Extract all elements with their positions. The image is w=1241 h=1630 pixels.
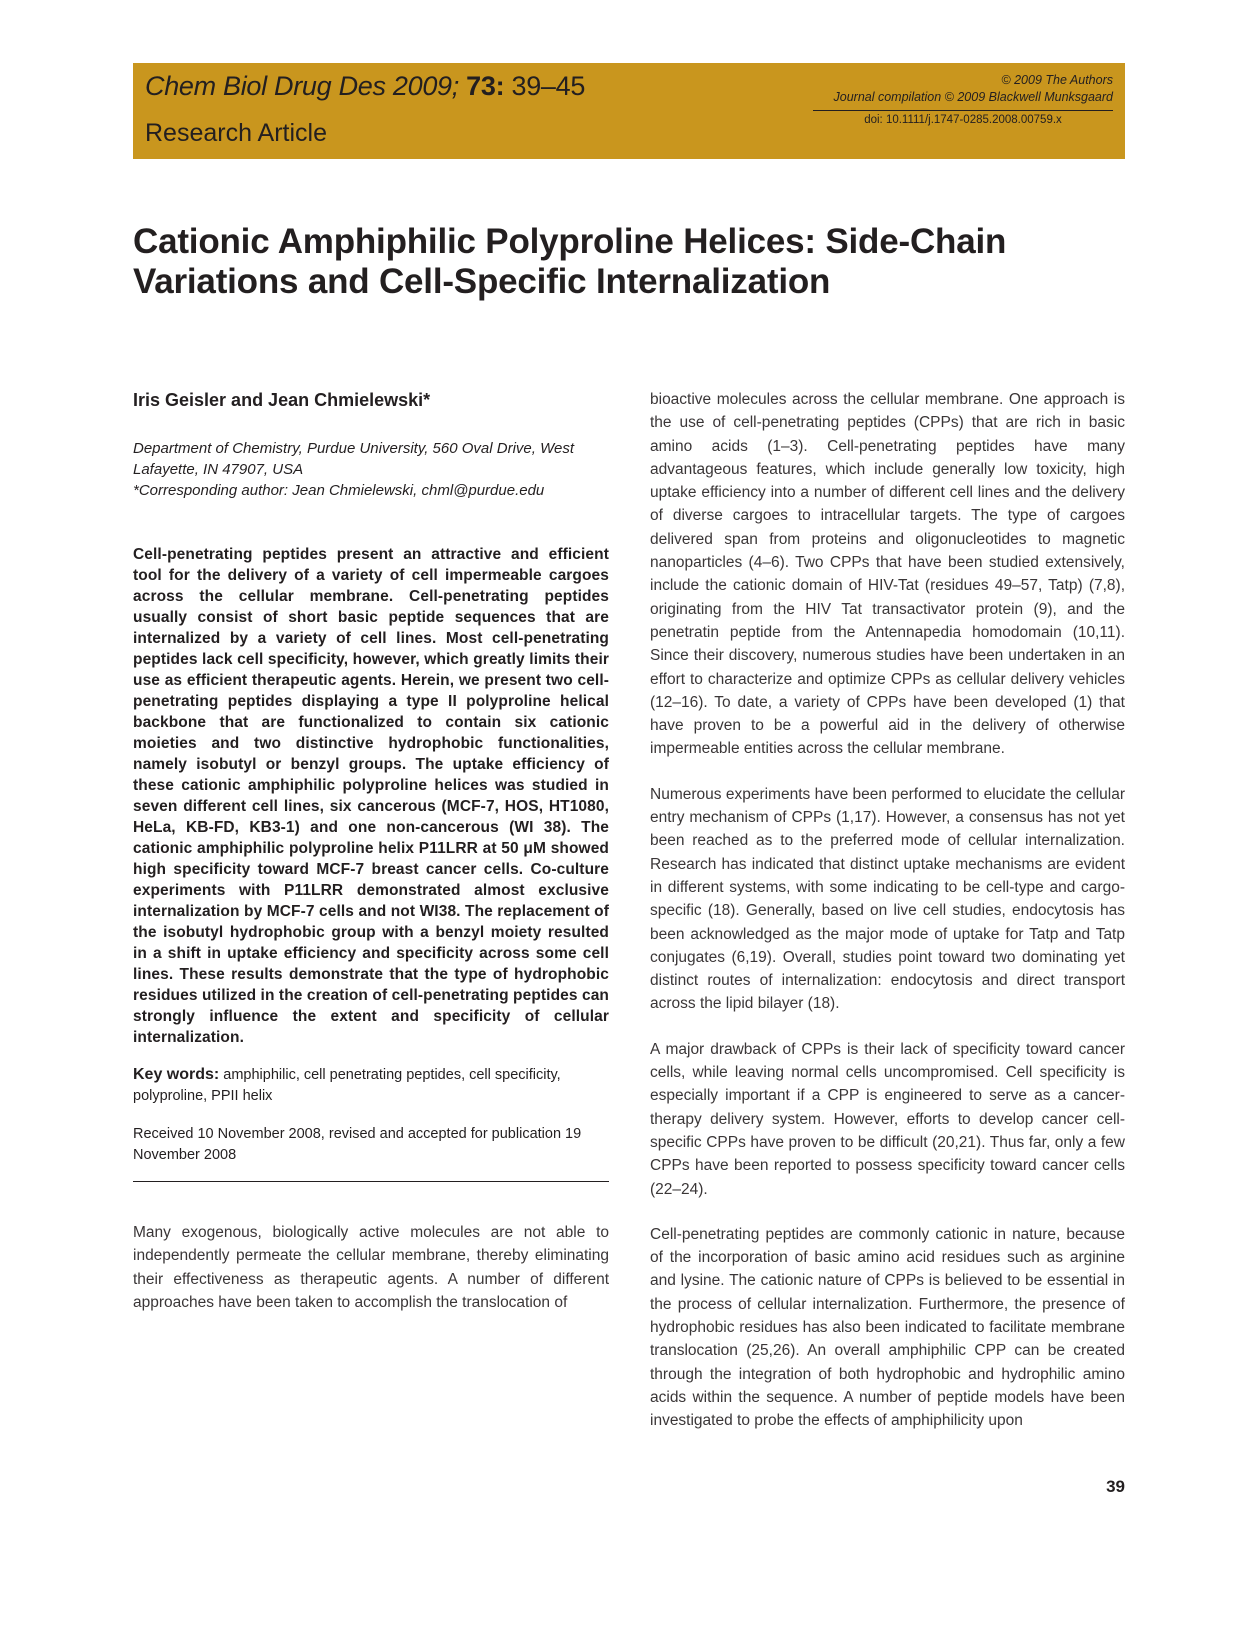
copyright-block xyxy=(783,72,1113,106)
copyright-authors: © 2009 The Authors xyxy=(1001,73,1113,87)
right-column xyxy=(650,388,1125,1432)
journal-pages: 39–45 xyxy=(504,71,586,101)
body-paragraph: Numerous experiments have been performed to elucidate the cellular entry mechanism of CPPs (1,17). However, a consensus has not yet been reached as to the preferred mode of cellular internalization. Research has indicated that distinct uptake mechanisms are evident in different systems, with some indicating to be cell-type and cargo-specific (18). Generally, based on live cell studies, endocytosis has been acknowledged as the major mode of uptake for Tatp and Tatp conjugates (6,19). Overall, studies point toward two dominating yet distinct routes of internalization: endocytosis and direct transport across the lipid bilayer (18). xyxy=(650,785,1125,1013)
body-paragraph: bioactive molecules across the cellular membrane. One approach is the use of cell-penetrating peptides (CPPs) that are rich in basic amino acids (1–3). Cell-penetrating peptides have many advantageous features, which include generally low toxicity, high uptake efficiency into a number of different cell lines and the delivery of diverse cargoes to intracellular targets. The type of cargoes delivered span from proteins and oligonucleotides to magnetic nanoparticles (4–6). Two CPPs that have been studied extensively, include the cationic domain of HIV-Tat (residues 49–57, Tatp) (7,8), originating from the HIV Tat transactivator protein (9), and the penetratin peptide from the Antennapedia homodomain (10,11). Since their discovery, numerous studies have been undertaken in an effort to characterize and optimize CPPs as cellular delivery vehicles (12–16). To date, a variety of CPPs have been developed (1) that have proven to be a powerful aid in the delivery of otherwise impermeable entities across the cellular membrane. xyxy=(650,391,1125,758)
journal-name: Chem Biol Drug Des 2009; xyxy=(145,71,459,101)
affiliation-address: Department of Chemistry, Purdue University, 560 Oval Drive, West Lafayette, IN 47907, USA xyxy=(133,440,574,478)
article-title: Cationic Amphiphilic Polyproline Helices: Side-Chain Variations and Cell-Specific Internalization xyxy=(133,222,1007,301)
journal-banner xyxy=(133,63,1125,159)
keywords-label: Key words: xyxy=(133,1066,220,1083)
doi: doi: 10.1111/j.1747-0285.2008.00759.x xyxy=(813,110,1113,126)
abstract: Cell-penetrating peptides present an attractive and efficient tool for the delivery of a variety of cell impermeable cargoes across the cellular membrane. Cell-penetrating peptides usually consist of short basic peptide sequences that are internalized by a variety of cell lines. Most cell-penetrating peptides lack cell specificity, however, which greatly limits their use as efficient therapeutic agents. Herein, we present two cell-penetrating peptides displaying a type II polyproline helical backbone that are functionalized to contain six cationic moieties and two distinctive hydrophobic functionalities, namely isobutyl or benzyl groups. The uptake efficiency of these cationic amphiphilic polyproline helices was studied in seven different cell lines, six cancerous (MCF-7, HOS, HT1080, HeLa, KB-FD, KB3-1) and one non-cancerous (WI 38). The cationic amphiphilic polyproline helix P11LRR at 50 μM showed high specificity toward MCF-7 breast cancer cells. Co-culture experiments with P11LRR demonstrated almost exclusive internalization by MCF-7 cells and not WI38. The replacement of the isobutyl hydrophobic group with a benzyl moiety resulted in a shift in uptake efficiency and specificity across some cell lines. These results demonstrate that the type of hydrophobic residues utilized in the creation of cell-penetrating peptides can strongly influence the extent and specificity of cellular internalization. xyxy=(133,546,609,1046)
copyright-journal: Journal compilation © 2009 Blackwell Munksgaard xyxy=(833,90,1113,104)
body-paragraph: Many exogenous, biologically active molecules are not able to independently permeate the cellular membrane, thereby eliminating their effectiveness as therapeutic agents. A number of different approaches have been taken to accomplish the translocation of xyxy=(133,1224,609,1311)
journal-citation xyxy=(145,71,585,102)
authors: Iris Geisler and Jean Chmielewski* xyxy=(133,390,431,410)
left-column xyxy=(133,388,609,1314)
received-date: Received 10 November 2008, revised and accepted for publication 19 November 2008 xyxy=(133,1126,582,1163)
article-type: Research Article xyxy=(145,119,328,147)
keywords-text: amphiphilic, cell penetrating peptides, cell specificity, polyproline, PPII helix xyxy=(133,1067,561,1104)
page-number: 39 xyxy=(1106,1477,1125,1496)
affiliation xyxy=(133,438,609,501)
corresponding-author: *Corresponding author: Jean Chmielewski, chml@purdue.edu xyxy=(133,482,545,499)
body-paragraph: Cell-penetrating peptides are commonly cationic in nature, because of the incorporation of basic amino acid residues such as arginine and lysine. The cationic nature of CPPs is believed to be essential in the process of cellular internalization. Furthermore, the presence of hydrophobic residues has also been indicated to facilitate membrane translocation (25,26). An overall amphiphilic CPP can be created through the integration of both hydrophobic and hydrophilic amino acids within the sequence. A number of peptide models have been investigated to probe the effects of amphiphilicity upon xyxy=(650,1225,1125,1430)
body-paragraph: A major drawback of CPPs is their lack of specificity toward cancer cells, while leaving normal cells uncompromised. Cell specificity is especially important if a CPP is engineered to serve as a cancer-therapy delivery system. However, efforts to develop cancer cell-specific CPPs have proven to be difficult (20,21). Thus far, only a few CPPs have been reported to possess specificity toward cancer cells (22–24). xyxy=(650,1040,1125,1198)
divider xyxy=(133,1181,609,1182)
keywords xyxy=(133,1064,609,1107)
journal-volume: 73: xyxy=(466,71,505,101)
